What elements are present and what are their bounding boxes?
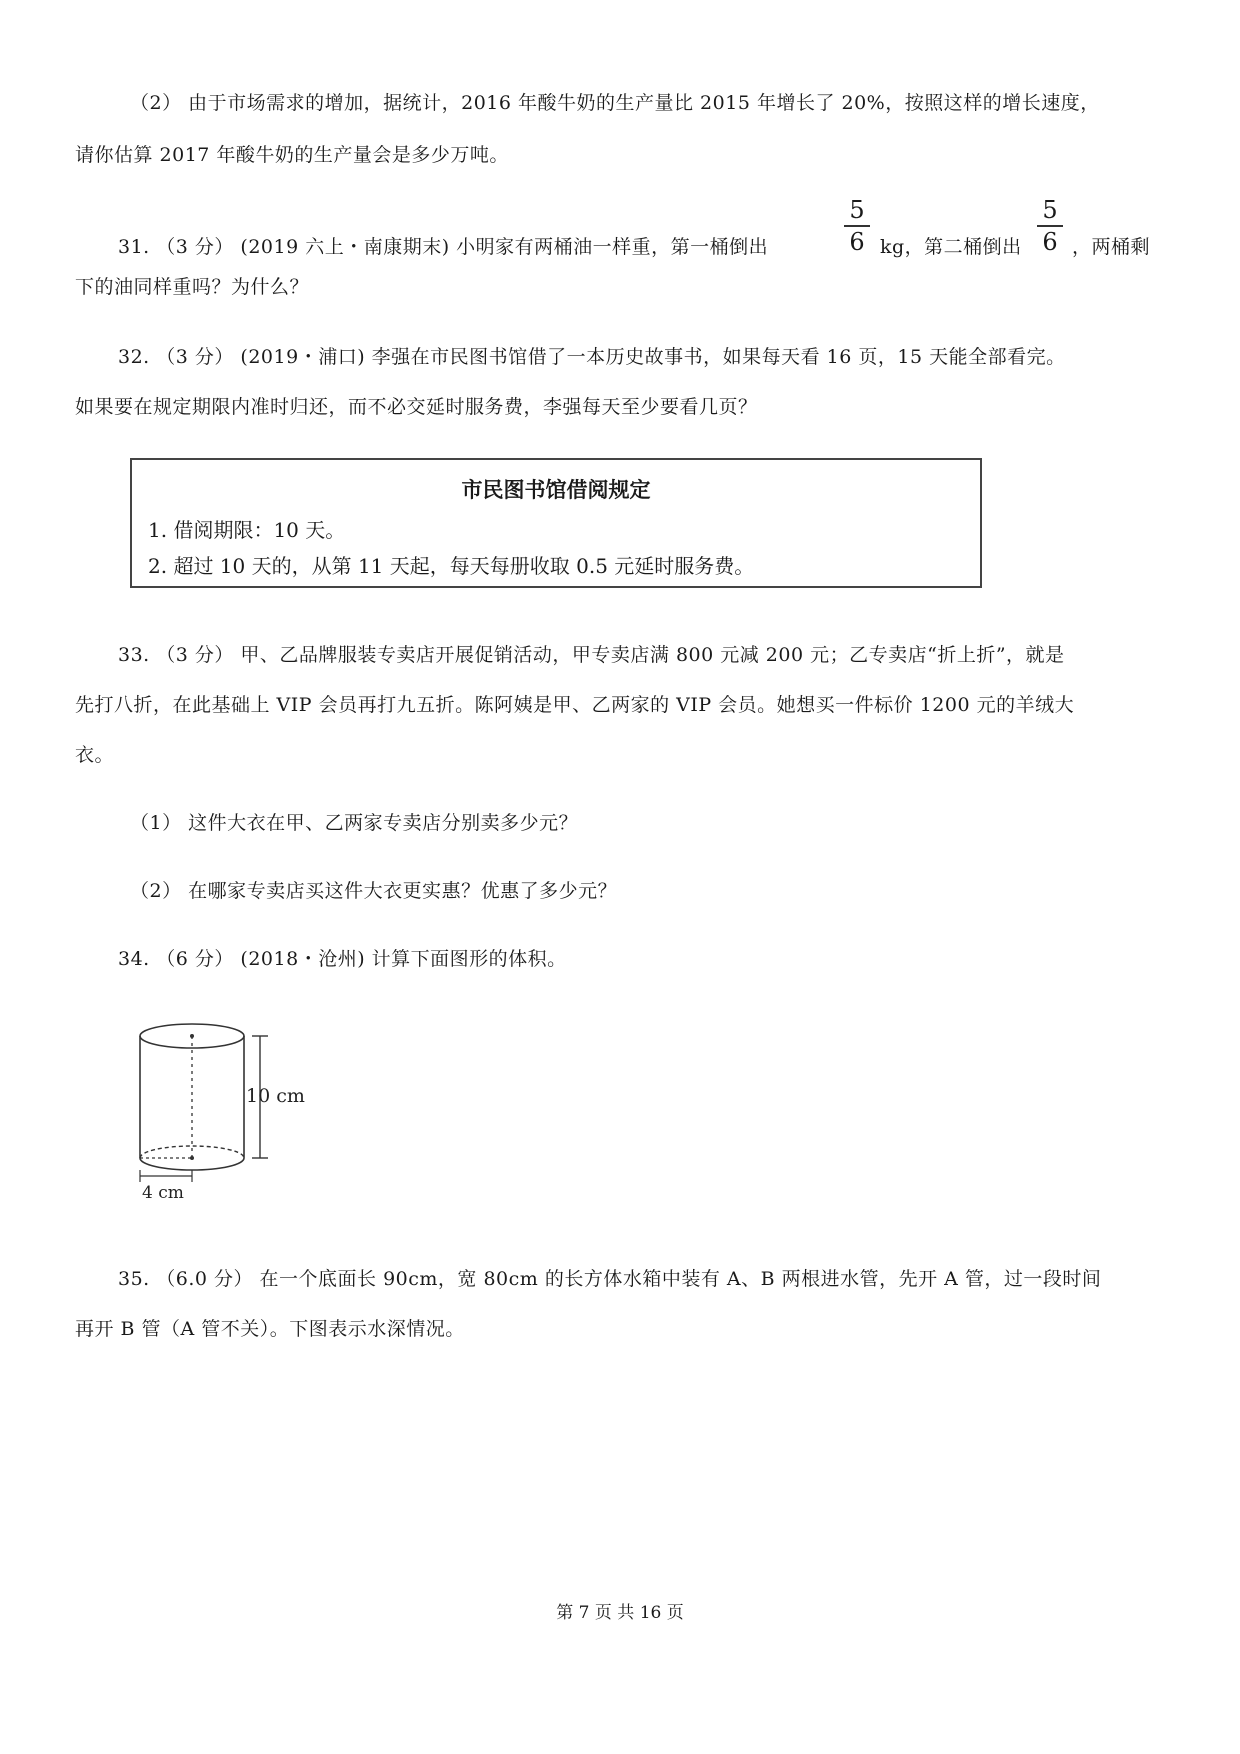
q35-line1: 35. （6.0 分） 在一个底面长 90cm，宽 80cm 的长方体水箱中装有 A、B 两根进水管，先开 A 管，过一段时间 [118,1268,1102,1290]
q33-line3: 衣。 [75,744,115,766]
q31-fraction-2-denominator: 6 [1042,228,1058,256]
q30-part2-line2: 请你估算 2017 年酸牛奶的生产量会是多少万吨。 [75,144,509,166]
q32-line1: 32. （3 分） (2019・浦口) 李强在市民图书馆借了一本历史故事书，如果每天看 16 页，15 天能全部看完。 [118,346,1066,368]
cylinder-top-center [190,1034,194,1038]
library-rule-1: 1. 借阅期限：10 天。 [148,518,346,542]
q31-text-b: kg，第二桶倒出 [880,236,1022,258]
q30-part2-line1: （2） 由于市场需求的增加，据统计，2016 年酸牛奶的生产量比 2015 年增长了 20%，按照这样的增长速度， [130,92,1100,114]
page-footer: 第 7 页 共 16 页 [556,1603,684,1623]
cylinder-figure [120,1010,340,1210]
q33-line1: 33. （3 分） 甲、乙品牌服装专卖店开展促销活动，甲专卖店满 800 元减 200 元；乙专卖店“折上折”，就是 [118,644,1065,666]
height-label: 10 cm [246,1085,305,1107]
q33-part2: （2） 在哪家专卖店买这件大衣更实惠？优惠了多少元？ [130,880,618,902]
q31-fraction-2 [1037,196,1063,256]
q35-line2: 再开 B 管（A 管不关）。下图表示水深情况。 [75,1318,465,1340]
q33-line2: 先打八折，在此基础上 VIP 会员再打九五折。陈阿姨是甲、乙两家的 VIP 会员。她想买一件标价 1200 元的羊绒大 [75,694,1075,716]
q31-text-c: ，两桶剩 [1072,236,1151,258]
radius-label: 4 cm [142,1183,184,1203]
library-rules-title: 市民图书馆借阅规定 [461,477,651,502]
q31-fraction-1-denominator: 6 [849,228,865,256]
q31-fraction-2-numerator: 5 [1042,196,1058,224]
q31-fraction-1-numerator: 5 [849,196,865,224]
library-rules-box [130,458,982,588]
library-rule-2: 2. 超过 10 天的，从第 11 天起，每天每册收取 0.5 元延时服务费。 [148,554,755,578]
q31-fraction-1 [844,196,870,256]
q31-line2: 下的油同样重吗？为什么？ [75,276,310,298]
q33-part1: （1） 这件大衣在甲、乙两家专卖店分别卖多少元？ [130,812,579,834]
q34-line1: 34. （6 分） (2018・沧州) 计算下面图形的体积。 [118,948,567,970]
q31-text-a: 31. （3 分） (2019 六上・南康期末) 小明家有两桶油一样重，第一桶倒出 [118,236,769,258]
q32-line2: 如果要在规定期限内准时归还，而不必交延时服务费，李强每天至少要看几页？ [75,396,758,418]
